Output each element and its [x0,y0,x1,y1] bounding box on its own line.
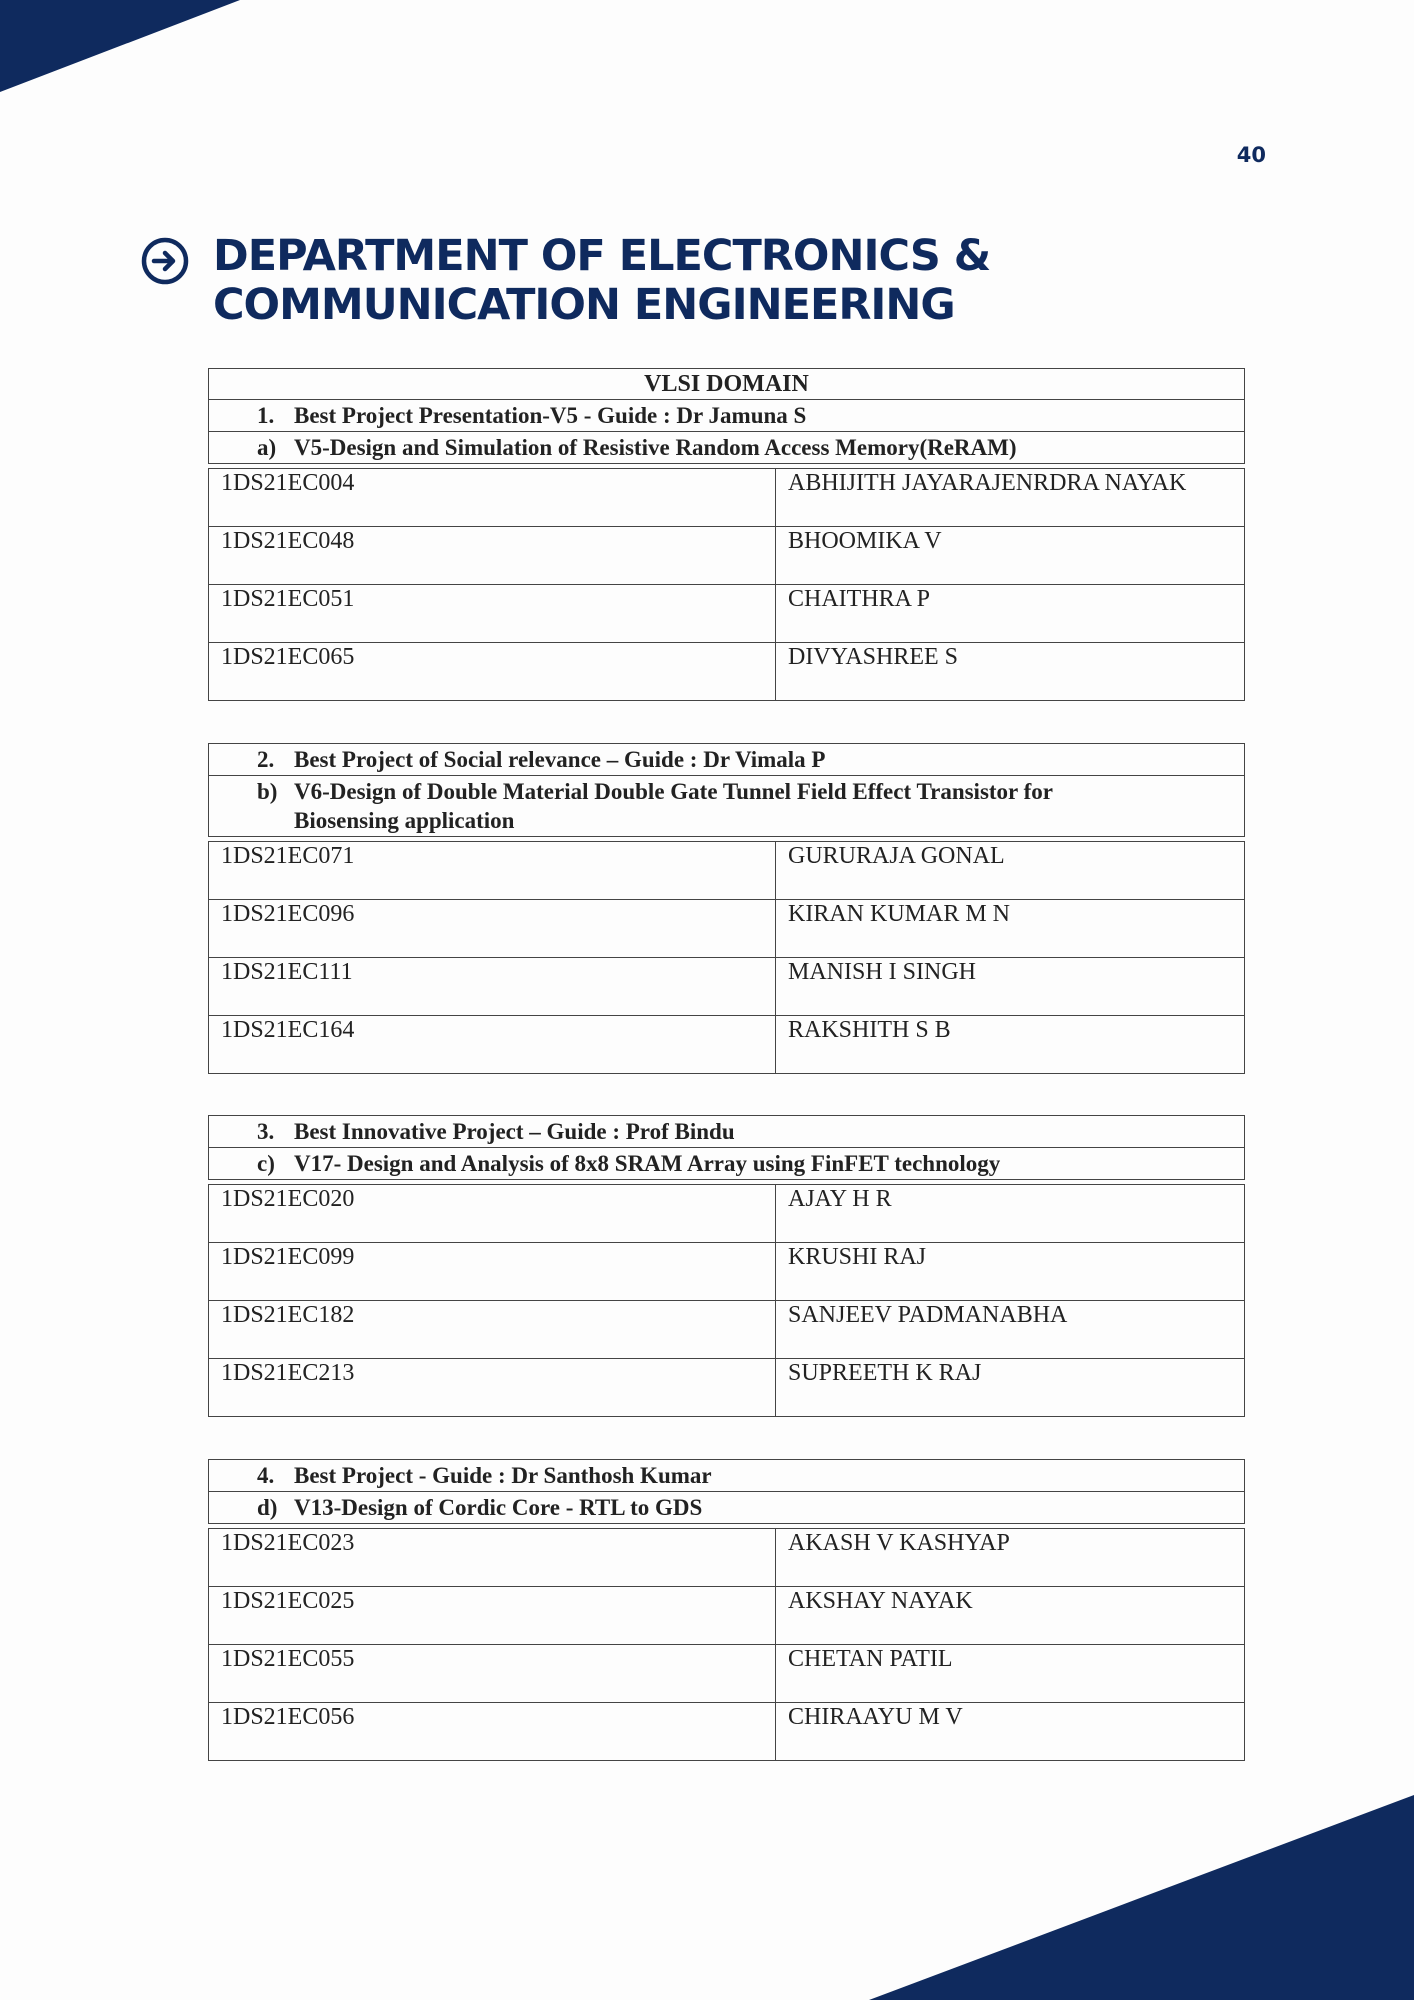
student-table [208,1184,1245,1417]
award-title: 4. Best Project - Guide : Dr Santhosh Kumar [209,1460,1245,1492]
usn-cell: 1DS21EC023 [209,1529,776,1587]
name-cell: ABHIJITH JAYARAJENRDRA NAYAK [776,469,1245,527]
section-header-table [208,743,1245,837]
page-title-line-1: DEPARTMENT OF ELECTRONICS & [213,231,991,281]
usn-cell: 1DS21EC111 [209,958,776,1016]
award-title: 3. Best Innovative Project – Guide : Prof Bindu [209,1116,1245,1148]
table-row [209,1587,1245,1645]
name-cell: CHETAN PATIL [776,1645,1245,1703]
award-section-3 [208,1115,1245,1417]
name-cell: AKSHAY NAYAK [776,1587,1245,1645]
usn-cell: 1DS21EC025 [209,1587,776,1645]
usn-cell: 1DS21EC048 [209,527,776,585]
table-row [209,1243,1245,1301]
name-cell: KRUSHI RAJ [776,1243,1245,1301]
usn-cell: 1DS21EC182 [209,1301,776,1359]
table-row [209,1016,1245,1074]
name-cell: DIVYASHREE S [776,643,1245,701]
award-section-4 [208,1459,1245,1761]
section-header-table [208,1459,1245,1524]
award-section-1 [208,368,1245,701]
department-heading [140,232,990,330]
circle-arrow-right-icon [140,236,190,286]
bottom-corner-stripe [869,1795,1414,2000]
table-row [209,1529,1245,1587]
name-cell: GURURAJA GONAL [776,842,1245,900]
table-row [209,1359,1245,1417]
student-table [208,468,1245,701]
table-row [209,1645,1245,1703]
usn-cell: 1DS21EC065 [209,643,776,701]
project-title: d) V13-Design of Cordic Core - RTL to GDS [209,1492,1245,1524]
name-cell: CHIRAAYU M V [776,1703,1245,1761]
usn-cell: 1DS21EC213 [209,1359,776,1417]
usn-cell: 1DS21EC096 [209,900,776,958]
usn-cell: 1DS21EC056 [209,1703,776,1761]
name-cell: SUPREETH K RAJ [776,1359,1245,1417]
top-corner-stripe [0,0,245,95]
table-row [209,1703,1245,1761]
table-row [209,1185,1245,1243]
project-title: b) V6-Design of Double Material Double Gate Tunnel Field Effect Transistor for Biosensing application [209,776,1245,837]
award-title: 1. Best Project Presentation-V5 - Guide : Dr Jamuna S [209,400,1245,432]
project-title: c) V17- Design and Analysis of 8x8 SRAM Array using FinFET technology [209,1148,1245,1180]
name-cell: MANISH I SINGH [776,958,1245,1016]
section-header-table [208,1115,1245,1180]
table-row [209,900,1245,958]
table-row [209,842,1245,900]
table-row [209,527,1245,585]
usn-cell: 1DS21EC004 [209,469,776,527]
usn-cell: 1DS21EC164 [209,1016,776,1074]
table-row [209,469,1245,527]
award-title: 2. Best Project of Social relevance – Guide : Dr Vimala P [209,744,1245,776]
usn-cell: 1DS21EC055 [209,1645,776,1703]
page-title [213,232,990,330]
usn-cell: 1DS21EC020 [209,1185,776,1243]
project-title: a) V5-Design and Simulation of Resistive Random Access Memory(ReRAM) [209,432,1245,464]
student-table [208,841,1245,1074]
table-row [209,958,1245,1016]
page-number: 40 [1236,143,1266,167]
name-cell: RAKSHITH S B [776,1016,1245,1074]
name-cell: BHOOMIKA V [776,527,1245,585]
domain-title: VLSI DOMAIN [209,369,1245,400]
usn-cell: 1DS21EC099 [209,1243,776,1301]
name-cell: AKASH V KASHYAP [776,1529,1245,1587]
usn-cell: 1DS21EC051 [209,585,776,643]
page-title-line-2: COMMUNICATION ENGINEERING [213,280,955,330]
name-cell: SANJEEV PADMANABHA [776,1301,1245,1359]
name-cell: AJAY H R [776,1185,1245,1243]
table-row [209,585,1245,643]
award-section-2 [208,743,1245,1074]
usn-cell: 1DS21EC071 [209,842,776,900]
table-row [209,643,1245,701]
name-cell: CHAITHRA P [776,585,1245,643]
name-cell: KIRAN KUMAR M N [776,900,1245,958]
student-table [208,1528,1245,1761]
table-row [209,1301,1245,1359]
section-header-table [208,368,1245,464]
